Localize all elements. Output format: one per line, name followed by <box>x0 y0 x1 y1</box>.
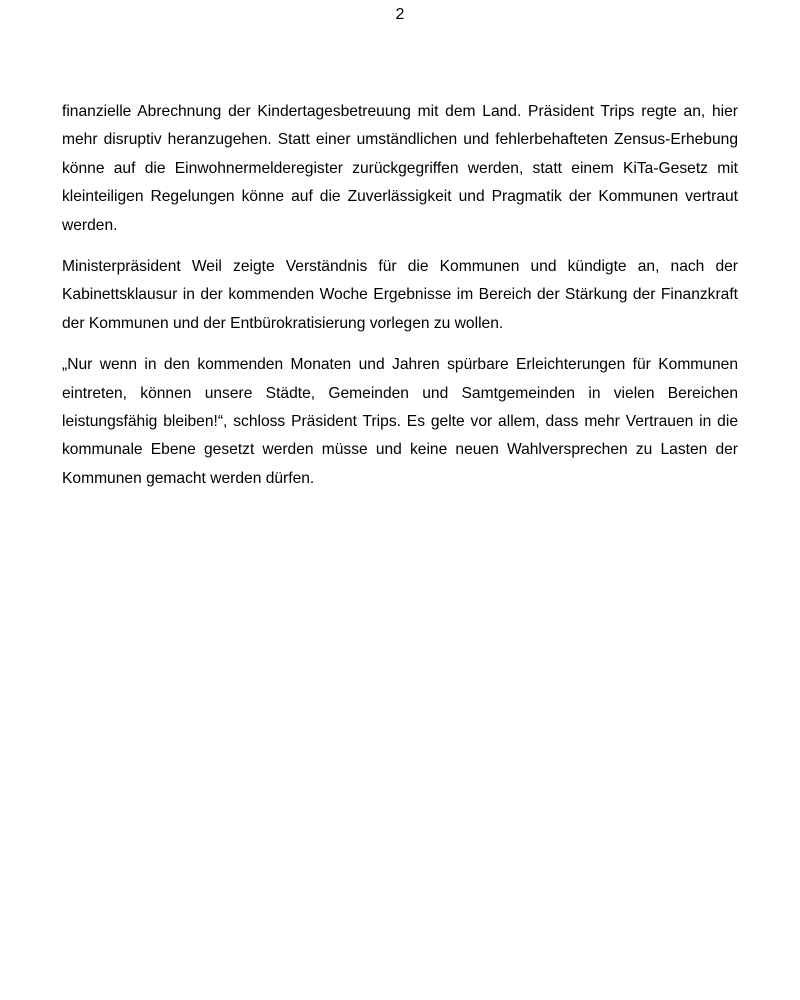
document-body <box>62 98 738 506</box>
paragraph-3: „Nur wenn in den kommenden Monaten und Jahren spürbare Erleichterungen für Kommunen eintreten, können unsere Städte, Gemeinden und Samtgemeinden in vielen Bereichen leistungsfähig bleiben!“, schloss Präsident Trips. Es gelte vor allem, dass mehr Vertrauen in die kommunale Ebene gesetzt werden müsse und keine neuen Wahlversprechen zu Lasten der Kommunen gemacht werden dürfen. <box>62 356 738 487</box>
paragraph-1: finanzielle Abrechnung der Kindertagesbetreuung mit dem Land. Präsident Trips regte an, hier mehr disruptiv heranzugehen. Statt einer umständlichen und fehlerbehafteten Zensus-Erhebung könne auf die Einwohnermelderegister zurückgegriffen werden, statt einem KiTa-Gesetz mit kleinteiligen Regelungen könne auf die Zuverlässigkeit und Pragmatik der Kommunen vertraut werden. <box>62 103 738 234</box>
page-number: 2 <box>395 6 405 23</box>
paragraph-2: Ministerpräsident Weil zeigte Verständnis für die Kommunen und kündigte an, nach der Kabinettsklausur in der kommenden Woche Ergebnisse im Bereich der Stärkung der Finanzkraft der Kommunen und der Entbürokratisierung vorlegen zu wollen. <box>62 258 738 332</box>
